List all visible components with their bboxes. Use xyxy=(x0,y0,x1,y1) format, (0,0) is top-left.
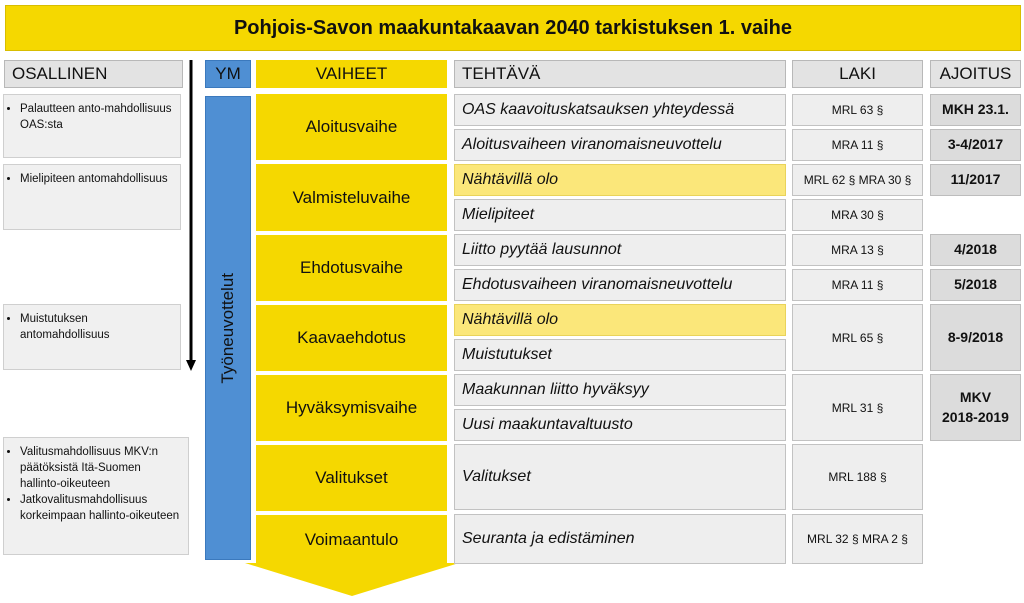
note-appeal xyxy=(3,437,189,555)
header-ym: YM xyxy=(205,60,251,88)
phase-aloitus: Aloitusvaihe xyxy=(256,96,447,158)
header-osallinen: OSALLINEN xyxy=(4,60,183,88)
law-cell: MRL 62 § MRA 30 § xyxy=(792,164,923,196)
schedule-cell: 5/2018 xyxy=(930,269,1021,301)
law-cell: MRA 13 § xyxy=(792,234,923,266)
phase-separator xyxy=(256,511,447,515)
task-muistutukset: Muistutukset xyxy=(454,339,786,371)
task-mielipiteet: Mielipiteet xyxy=(454,199,786,231)
task-nahtavilla-1: Nähtävillä olo xyxy=(454,164,786,196)
phase-separator xyxy=(256,301,447,305)
task-valitukset: Valitukset xyxy=(454,444,786,510)
schedule-cell: 3-4/2017 xyxy=(930,129,1021,161)
schedule-cell: MKV 2018-2019 xyxy=(930,374,1021,441)
note-item: • Muistutuksen antomahdollisuus xyxy=(20,311,174,343)
task-uusi-valtuusto: Uusi maakuntavaltuusto xyxy=(454,409,786,441)
task-aloitus-neuvottelu: Aloitusvaiheen viranomaisneuvottelu xyxy=(454,129,786,161)
law-cell: MRA 30 § xyxy=(792,199,923,231)
header-tehtava: TEHTÄVÄ xyxy=(454,60,786,88)
phase-separator xyxy=(256,160,447,164)
note-item: • Jatkovalitusmahdollisuus korkeimpaan hallinto-oikeuteen xyxy=(20,492,182,524)
law-cell: MRL 32 § MRA 2 § xyxy=(792,514,923,564)
law-cell: MRL 63 § xyxy=(792,94,923,126)
header-laki: LAKI xyxy=(792,60,923,88)
law-cell: MRL 188 § xyxy=(792,444,923,510)
phase-valitukset: Valitukset xyxy=(256,446,447,510)
note-item: • Mielipiteen antomahdollisuus xyxy=(20,171,174,187)
phases-down-arrow-icon xyxy=(245,563,459,599)
task-seuranta: Seuranta ja edistäminen xyxy=(454,514,786,564)
ym-label: Työneuvottelut xyxy=(218,272,237,384)
task-oas: OAS kaavoituskatsauksen yhteydessä xyxy=(454,94,786,126)
header-ajoitus: AJOITUS xyxy=(930,60,1021,88)
phase-ehdotus: Ehdotusvaihe xyxy=(256,236,447,300)
schedule-cell: 11/2017 xyxy=(930,164,1021,196)
header-vaiheet: VAIHEET xyxy=(256,60,447,88)
note-opinion xyxy=(3,164,181,230)
phase-hyvaksyminen: Hyväksymisvaihe xyxy=(256,376,447,440)
schedule-cell: MKH 23.1. xyxy=(930,94,1021,126)
task-ehdotus-neuvottelu: Ehdotusvaiheen viranomaisneuvottelu xyxy=(454,269,786,301)
page-title: Pohjois-Savon maakuntakaavan 2040 tarkistuksen 1. vaihe xyxy=(5,5,1021,51)
phase-separator xyxy=(256,441,447,445)
phase-kaavaehdotus: Kaavaehdotus xyxy=(256,306,447,370)
schedule-cell: 8-9/2018 xyxy=(930,304,1021,371)
ym-label-wrap xyxy=(205,96,251,560)
phase-separator xyxy=(256,231,447,235)
timeline-arrow-icon xyxy=(183,58,201,374)
schedule-cell: 4/2018 xyxy=(930,234,1021,266)
note-item: • Palautteen anto-mahdollisuus OAS:sta xyxy=(20,101,174,133)
task-lausunnot: Liitto pyytää lausunnot xyxy=(454,234,786,266)
law-cell: MRA 11 § xyxy=(792,269,923,301)
law-cell: MRL 31 § xyxy=(792,374,923,441)
note-oas-feedback xyxy=(3,94,181,158)
phase-separator xyxy=(256,371,447,375)
note-reminder xyxy=(3,304,181,370)
law-cell: MRL 65 § xyxy=(792,304,923,371)
phase-voimaantulo: Voimaantulo xyxy=(256,514,447,566)
law-cell: MRA 11 § xyxy=(792,129,923,161)
task-hyvaksyy: Maakunnan liitto hyväksyy xyxy=(454,374,786,406)
task-nahtavilla-2: Nähtävillä olo xyxy=(454,304,786,336)
note-item: • Valitusmahdollisuus MKV:n päätöksistä Itä-Suomen hallinto-oikeuteen xyxy=(20,444,182,492)
phase-valmistelu: Valmisteluvaihe xyxy=(256,166,447,230)
